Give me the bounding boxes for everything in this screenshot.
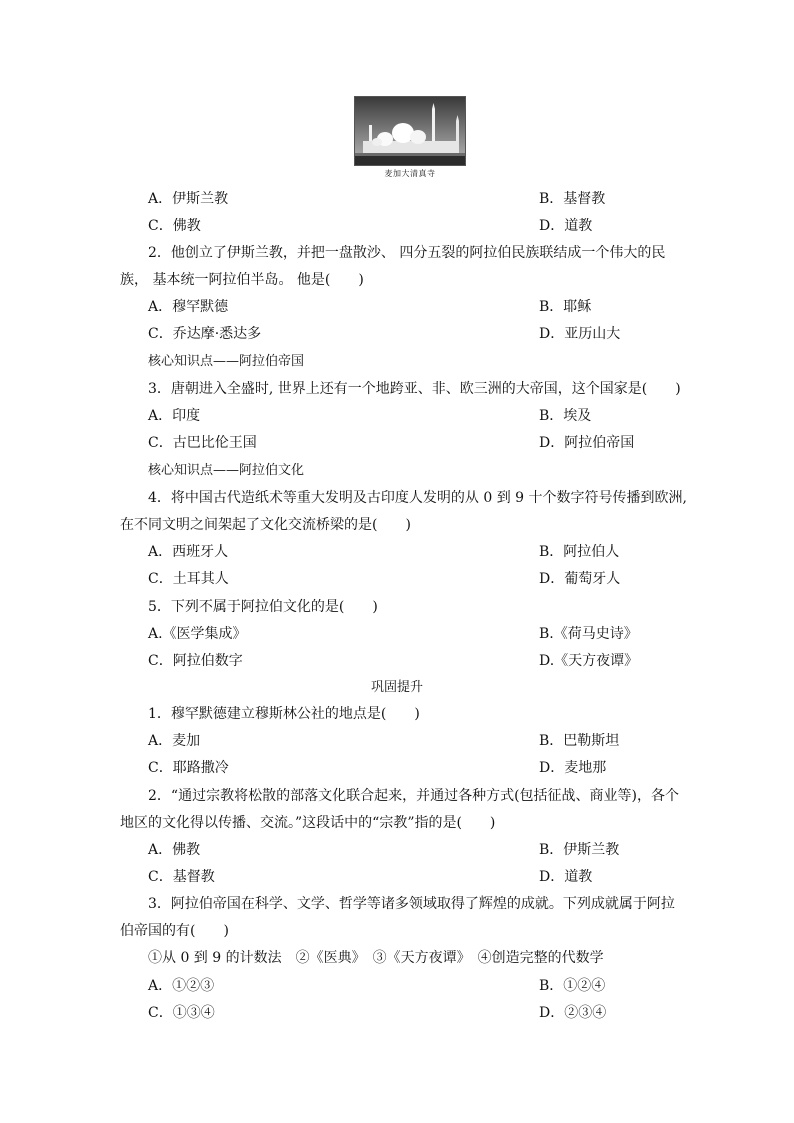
option-c: C．耶路撒冷	[148, 760, 229, 776]
option-b: B．①②④	[539, 978, 606, 994]
section-heading: 核心知识点——阿拉伯文化	[148, 463, 305, 478]
option-d: D．道教	[539, 218, 593, 234]
option-d: D．阿拉伯帝国	[539, 435, 635, 451]
option-c: C．①③④	[148, 1005, 215, 1021]
option-c: C．阿拉伯数字	[148, 653, 243, 669]
question-items: ①从 0 到 9 的计数法 ②《医典》 ③《天方夜谭》 ④创造完整的代数学	[148, 950, 604, 966]
figure-caption: 麦加大清真寺	[384, 169, 436, 178]
mosque-illustration	[355, 97, 466, 166]
option-c: C．乔达摩·悉达多	[148, 326, 262, 342]
question-text: 2．“通过宗教将松散的部落文化联合起来，并通过各种方式(包括征战、商业等)，各个	[148, 788, 679, 804]
option-b: B．阿拉伯人	[539, 544, 620, 560]
option-d: D．道教	[539, 869, 593, 885]
question-text: 2．他创立了伊斯兰教，并把一盘散沙、 四分五裂的阿拉伯民族联结成一个伟大的民	[148, 245, 666, 261]
option-b: B．耶稣	[539, 299, 592, 315]
question-text: 3．阿拉伯帝国在科学、文学、哲学等诸多领域取得了辉煌的成就。下列成就属于阿拉	[148, 896, 675, 912]
option-a: A．伊斯兰教	[148, 191, 229, 207]
question-text: 族， 基本统一阿拉伯半岛。 他是( )	[120, 272, 364, 288]
option-d: D.《天方夜谭》	[539, 653, 639, 669]
option-c: C．古巴比伦王国	[148, 435, 257, 451]
question-text: 伯帝国的有( )	[120, 923, 229, 939]
question-text: 5．下列不属于阿拉伯文化的是( )	[148, 599, 378, 615]
option-b: B．巴勒斯坦	[539, 733, 620, 749]
mosque-photo	[354, 96, 466, 166]
option-c: C．土耳其人	[148, 571, 229, 587]
option-b: B．埃及	[539, 408, 592, 424]
option-c: C．基督教	[148, 869, 215, 885]
option-c: C．佛教	[148, 218, 201, 234]
option-a: A．①②③	[148, 978, 215, 994]
option-a: A．西班牙人	[148, 544, 229, 560]
section-title: 巩固提升	[370, 680, 423, 695]
option-d: D．葡萄牙人	[539, 571, 621, 587]
option-a: A.《医学集成》	[148, 626, 247, 642]
question-text: 地区的文化得以传播、交流。”这段话中的“宗教”指的是( )	[120, 815, 496, 831]
option-a: A．麦加	[148, 733, 201, 749]
option-d: D．亚历山大	[539, 326, 621, 342]
question-text: 3．唐朝进入全盛时, 世界上还有一个地跨亚、非、欧三洲的大帝国，这个国家是( )	[148, 381, 681, 397]
option-b: B．基督教	[539, 191, 606, 207]
option-d: D．②③④	[539, 1005, 607, 1021]
option-a: A．印度	[148, 408, 201, 424]
option-a: A．穆罕默德	[148, 299, 229, 315]
option-d: D．麦地那	[539, 760, 607, 776]
option-b: B.《荷马史诗》	[539, 626, 638, 642]
question-text: 1．穆罕默德建立穆斯林公社的地点是( )	[148, 706, 420, 722]
question-text: 在不同文明之间架起了文化交流桥梁的是( )	[120, 517, 411, 533]
question-text: 4．将中国古代造纸术等重大发明及古印度人发明的从 0 到 9 十个数字符号传播到欧洲,	[148, 490, 687, 506]
option-b: B．伊斯兰教	[539, 842, 620, 858]
section-heading: 核心知识点——阿拉伯帝国	[148, 354, 305, 369]
option-a: A．佛教	[148, 842, 201, 858]
